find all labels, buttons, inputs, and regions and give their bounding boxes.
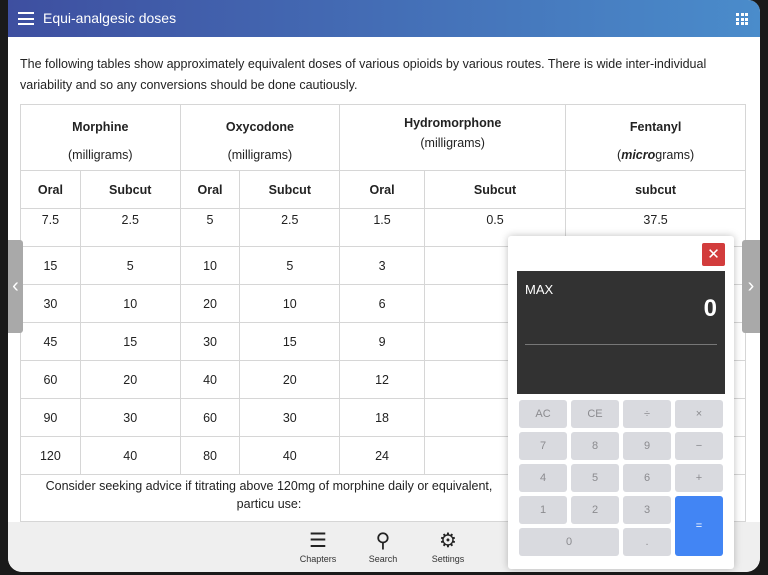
calc-key[interactable]: 8 [571,432,619,460]
dose-cell: 10 [180,247,240,285]
dose-cell: 120 [21,437,81,475]
apps-grid-icon[interactable] [736,13,748,25]
route-header: subcut [566,171,746,209]
dose-cell: 10 [240,285,340,323]
dose-cell: 5 [80,247,180,285]
dose-cell: 15 [21,247,81,285]
dose-cell: 1.5 [340,209,425,247]
calc-key[interactable]: + [675,464,723,492]
dose-cell: 6 [340,285,425,323]
advice-note-text-end: use: [277,497,302,511]
calculator-mode: MAX [525,282,554,297]
dose-cell: 5 [180,209,240,247]
app-header [8,0,760,37]
dose-cell: 20 [80,361,180,399]
dose-cell: 15 [80,323,180,361]
gear-icon: ⚙ [439,530,457,552]
dose-cell: 40 [180,361,240,399]
nav-settings[interactable]: ⚙ Settings [423,528,473,564]
route-header: Oral [180,171,240,209]
calc-key[interactable]: = [675,496,723,556]
search-icon: ⚲ [375,530,391,552]
intro-text: The following tables show approximately equivalent doses of various opioids by various routes. There is wide inter-individual variability and so any conversions should be done cautiously. [20,57,707,92]
dose-cell: 0.5 [424,209,565,247]
calc-key[interactable]: 3 [623,496,671,524]
dose-cell: 5 [240,247,340,285]
dose-cell: 2.5 [80,209,180,247]
calculator-display [517,271,725,394]
advice-note-text: Consider seeking advice if titrating above 120mg of morphine daily or equivalent, particu [45,479,493,511]
prev-page-button[interactable]: ‹ [8,240,23,333]
dose-cell: 60 [180,399,240,437]
dose-cell: 45 [21,323,81,361]
calc-key[interactable]: 4 [519,464,567,492]
dose-cell: 10 [80,285,180,323]
dose-cell: 7.5 [21,209,81,247]
dose-cell: 60 [21,361,81,399]
route-header: Subcut [424,171,565,209]
calc-key[interactable]: AC [519,400,567,428]
drug-header-hydromorphone: Hydromorphone (milligrams) [340,105,566,171]
calc-key[interactable]: 6 [623,464,671,492]
calc-key[interactable]: ÷ [623,400,671,428]
route-header: Oral [340,171,425,209]
nav-chapters[interactable]: ☰ Chapters [293,528,343,564]
dose-cell: 3 [340,247,425,285]
calc-key[interactable]: 0 [519,528,619,556]
route-header: Subcut [80,171,180,209]
calc-key[interactable]: − [675,432,723,460]
calc-key[interactable]: 7 [519,432,567,460]
calculator-popup [508,236,734,569]
drug-header-morphine: Morphine (milligrams) [21,105,181,171]
calc-key[interactable]: . [623,528,671,556]
drug-header-fentanyl: Fentanyl (micrograms) [566,105,746,171]
divider [525,344,717,345]
route-header: Oral [21,171,81,209]
drug-header-oxycodone: Oxycodone (milligrams) [180,105,340,171]
next-page-button[interactable]: › [742,240,760,333]
dose-cell: 30 [180,323,240,361]
calc-key[interactable]: CE [571,400,619,428]
dose-cell: 12 [340,361,425,399]
dose-cell: 15 [240,323,340,361]
route-header: Subcut [240,171,340,209]
calc-key[interactable]: 1 [519,496,567,524]
page-title: Equi-analgesic doses [43,10,177,26]
dose-cell: 18 [340,399,425,437]
dose-cell: 30 [21,285,81,323]
dose-cell: 37.5 [566,209,746,247]
close-icon[interactable]: ✕ [702,243,725,266]
dose-cell: 2.5 [240,209,340,247]
dose-cell: 40 [80,437,180,475]
dose-cell: 20 [240,361,340,399]
calc-key[interactable]: 2 [571,496,619,524]
calculator-value: 0 [703,295,717,322]
dose-cell: 24 [340,437,425,475]
dose-cell: 20 [180,285,240,323]
calc-key[interactable]: × [675,400,723,428]
calc-key[interactable]: 5 [571,464,619,492]
calc-key[interactable]: 9 [623,432,671,460]
dose-cell: 40 [240,437,340,475]
hamburger-menu-icon[interactable] [18,12,34,25]
dose-cell: 90 [21,399,81,437]
nav-search[interactable]: ⚲ Search [358,528,408,564]
dose-cell: 30 [80,399,180,437]
list-icon: ☰ [309,530,327,552]
dose-cell: 30 [240,399,340,437]
dose-cell: 80 [180,437,240,475]
dose-cell: 9 [340,323,425,361]
